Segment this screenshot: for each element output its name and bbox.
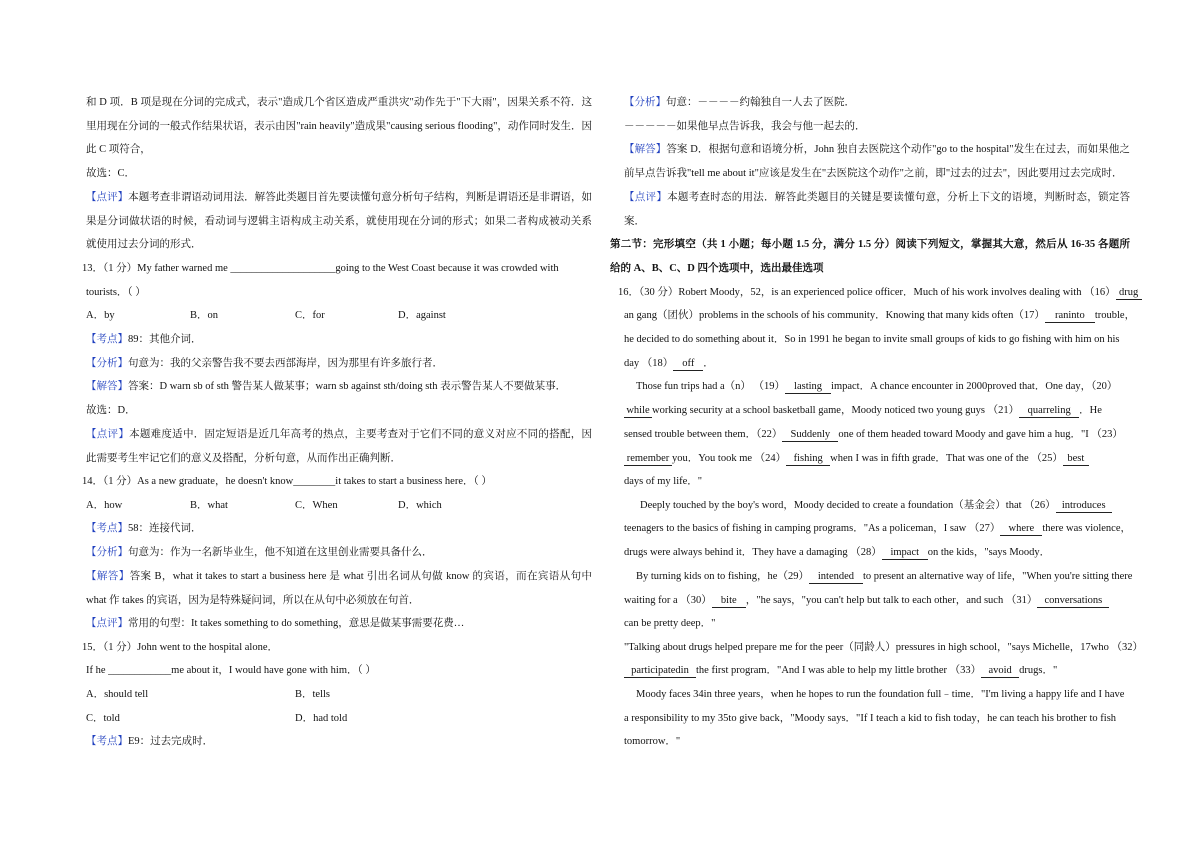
blank-18: off xyxy=(673,358,703,371)
analysis-tag: 【分析】 xyxy=(86,547,128,558)
question-13-stem xyxy=(82,262,592,276)
kaodian-tag: 【考点】 xyxy=(86,523,128,534)
text-line: what 作 takes 的宾语，因为是特殊疑问词，所以在从句中必须放在句首． xyxy=(86,595,420,606)
passage-text: to present an alternative way of life，"When you're sitting there xyxy=(862,571,1133,582)
review-tag: 【点评】 xyxy=(86,618,128,629)
option-c[interactable]: C．told xyxy=(86,713,120,724)
passage-text: trouble， xyxy=(1094,310,1136,321)
kaodian-text: E9：过去完成时． xyxy=(128,736,214,747)
text-line: 故选：C． xyxy=(86,168,136,179)
kaodian-text: 89：其他介词． xyxy=(128,334,202,345)
passage-text: By turning kids on to fishing，he（29） xyxy=(636,571,809,582)
text-line: 此需要考生牢记它们的意义及搭配，分析句意，从而作出正确判断． xyxy=(86,453,401,464)
passage-line: a responsibility to my 35to give back，"Moody says．"If I teach a kid to fish today，he can teach his brother to fish xyxy=(624,713,1117,724)
question-15-line xyxy=(86,664,376,678)
text-line: 和 D 项．B 项是现在分词的完成式，表示"造成几个省区造成严重洪灾"动作先于"下大雨"，因果关系不符．这 xyxy=(86,97,592,108)
passage-text: when I was in fifth grade．That was one of the （25） xyxy=(830,453,1063,464)
answer-blank: ____________ xyxy=(108,665,172,676)
option-a[interactable]: A．how xyxy=(86,500,123,511)
review-line xyxy=(86,191,592,205)
text-line: 前早点告诉我"tell me about it"应该是发生在"去医院这个动作"之前，即"过去的过去"，因此要用过去完成时． xyxy=(624,168,1123,179)
kaodian-tag: 【考点】 xyxy=(86,736,128,747)
blank-23: remember xyxy=(624,453,672,466)
blank-17: raninto xyxy=(1045,310,1095,323)
question-15-stem: 15．（1 分）John went to the hospital alone． xyxy=(82,642,278,653)
passage-text: drugs．" xyxy=(1019,665,1058,676)
passage-text: the first program．"And I was able to help my little brother （33） xyxy=(696,665,982,676)
answer-line xyxy=(86,380,566,394)
review-text: 本题难度适中．固定短语是近几年高考的热点，主要考查对于它们不同的意义对应不同的搭配，因 xyxy=(129,429,593,440)
text-line: －－－－－如果他早点告诉我，我会与他一起去的． xyxy=(624,121,866,132)
analysis-text: 句意为：作为一名新毕业生，他不知道在这里创业需要具备什么． xyxy=(128,547,433,558)
stem-part: going to the West Coast because it was crowded with xyxy=(335,263,559,274)
passage-text: ，"he says，"you can't help but talk to each other，and such （31） xyxy=(745,595,1038,606)
text-line: 此 C 项符合， xyxy=(86,144,151,155)
blank-19: lasting xyxy=(785,381,831,394)
analysis-line xyxy=(624,96,855,110)
answer-line xyxy=(86,570,592,584)
kaodian-line xyxy=(86,522,202,536)
passage-line xyxy=(624,428,1123,442)
passage-text: waiting for a （30） xyxy=(624,595,712,606)
option-d[interactable]: D．which xyxy=(398,500,442,511)
option-a[interactable]: A．should tell xyxy=(86,689,149,700)
passage-line xyxy=(624,594,1109,608)
kaodian-line xyxy=(86,333,202,347)
passage-line: he decided to do something about it．So in 1991 he began to invite small groups of kids to go fishing with him on his xyxy=(624,334,1120,345)
question-14-stem xyxy=(82,475,492,489)
review-text: 本题考查时态的用法．解答此类题目的关键是要读懂句意，分析上下文的语境，判断时态，锁定答 xyxy=(667,192,1131,203)
blank-24: fishing xyxy=(786,453,830,466)
passage-text: there was violence， xyxy=(1042,523,1132,534)
passage-text: sensed trouble between them．（22） xyxy=(624,429,783,440)
review-tag: 【点评】 xyxy=(86,429,130,440)
blank-25: best xyxy=(1063,453,1089,466)
text-line: 案． xyxy=(624,216,645,227)
review-line xyxy=(86,617,464,631)
passage-line xyxy=(636,570,1132,584)
passage-line xyxy=(624,357,714,371)
passage-text: day （18） xyxy=(624,358,674,369)
passage-line xyxy=(624,452,1089,466)
answer-blank: ________ xyxy=(293,476,336,487)
passage-text: drugs were always behind it．They have a damaging （28） xyxy=(624,547,882,558)
passage-line xyxy=(624,404,1102,418)
option-d[interactable]: D．against xyxy=(398,310,446,321)
passage-text: teenagers to the basics of fishing in camping programs．"As a policeman，I saw （27） xyxy=(624,523,1001,534)
answer-blank: ____________________ xyxy=(230,263,336,274)
answer-tag: 【解答】 xyxy=(86,571,130,582)
analysis-line xyxy=(86,546,433,560)
option-b[interactable]: B．on xyxy=(190,310,219,321)
review-text: 常用的句型：It takes something to do something，意思是做某事需要花费… xyxy=(128,618,465,629)
passage-line: Moody faces 34in three years，when he hopes to run the foundation full﹣time．"I'm living a happy life and I have xyxy=(636,689,1125,700)
option-b[interactable]: B．tells xyxy=(295,689,331,700)
passage-text: an gang（团伙）problems in the schools of his community．Knowing that many kids often（17） xyxy=(624,310,1045,321)
passage-text: ． xyxy=(703,358,714,369)
blank-21: quarreling xyxy=(1019,405,1079,418)
answer-tag: 【解答】 xyxy=(86,381,128,392)
passage-text: you．You took me （24） xyxy=(672,453,787,464)
passage-line xyxy=(618,286,1142,300)
option-a[interactable]: A．by xyxy=(86,310,115,321)
blank-29: intended xyxy=(809,571,863,584)
passage-text: on the kids，"says Moody． xyxy=(927,547,1051,558)
passage-line xyxy=(624,546,1050,560)
review-tag: 【点评】 xyxy=(86,192,129,203)
passage-line: can be pretty deep．" xyxy=(624,618,716,629)
analysis-line xyxy=(86,357,443,371)
option-c[interactable]: C．When xyxy=(295,500,338,511)
review-text: 本题考查非谓语动词用法．解答此类题目首先要读懂句意分析句子结构，判断是谓语还是非谓语，如 xyxy=(128,192,592,203)
passage-text: working security at a school basketball game，Moody noticed two young guys （21） xyxy=(652,405,1020,416)
blank-32: participatedin xyxy=(624,665,696,678)
analysis-text: 句意为：我的父亲警告我不要去西部海岸，因为那里有许多旅行者． xyxy=(128,358,443,369)
answer-line xyxy=(624,143,1130,157)
kaodian-text: 58：连接代词． xyxy=(128,523,202,534)
stem-part: me about it，I would have gone with him．（ ） xyxy=(171,665,376,676)
option-d[interactable]: D．had told xyxy=(295,713,348,724)
blank-26: introduces xyxy=(1056,500,1112,513)
stem-part: If he xyxy=(86,665,106,676)
stem-part: 13．（1 分）My father warned me xyxy=(82,263,228,274)
passage-line: days of my life．" xyxy=(624,476,703,487)
review-line xyxy=(624,191,1130,205)
kaodian-tag: 【考点】 xyxy=(86,334,128,345)
blank-31: conversations xyxy=(1037,595,1109,608)
answer-text: 答案：D warn sb of sth 警告某人做某事；warn sb against sth/doing sth 表示警告某人不要做某事． xyxy=(128,381,567,392)
section-heading-2: 给的 A、B、C、D 四个选项中，选出最佳选项 xyxy=(610,263,824,274)
text-line: tourists．（ ） xyxy=(86,287,146,298)
option-c[interactable]: C．for xyxy=(295,310,325,321)
blank-22: Suddenly xyxy=(782,429,838,442)
blank-16: drug xyxy=(1116,287,1142,300)
review-tag: 【点评】 xyxy=(624,192,668,203)
analysis-tag: 【分析】 xyxy=(624,97,666,108)
analysis-tag: 【分析】 xyxy=(86,358,128,369)
passage-text: 16．（30 分）Robert Moody，52，is an experienced police officer．Much of his work involves dealing with （16） xyxy=(618,287,1116,298)
passage-text: ．He xyxy=(1079,405,1102,416)
passage-line xyxy=(640,499,1112,513)
passage-line xyxy=(636,380,1117,394)
passage-line xyxy=(624,309,1135,323)
passage-text: impact．A chance encounter in 2000proved that．One day，（20） xyxy=(831,381,1118,392)
passage-text: one of them headed toward Moody and gave him a hug．"I （23） xyxy=(838,429,1123,440)
kaodian-line xyxy=(86,735,213,749)
stem-part: it takes to start a business here．（ ） xyxy=(335,476,492,487)
blank-30: bite xyxy=(712,595,746,608)
text-line: 果是分词做状语的时候，看动词与逻辑主语构成主动关系，就使用现在分词的形式；如果二者构成被动关系 xyxy=(86,216,592,227)
answer-text: 答案 B，what it takes to start a business here 是 what 引出名词从句做 know 的宾语，而在宾语从句中 xyxy=(129,571,593,582)
blank-33: avoid xyxy=(981,665,1019,678)
answer-tag: 【解答】 xyxy=(624,144,667,155)
blank-28: impact xyxy=(882,547,928,560)
blank-20: while xyxy=(624,405,652,418)
text-line: 里用现在分词的一般式作结果状语，表示由因"rain heavily"造成果"causing serious flooding"，动作同时发生．因 xyxy=(86,121,592,132)
analysis-text: 句意：－－－－约翰独自一人去了医院． xyxy=(666,97,855,108)
passage-text: Those fun trips had a（n） （19） xyxy=(636,381,786,392)
answer-text: 答案 D．根据句意和语境分析，John 独自去医院这个动作"go to the hospital"发生在过去，而如果他之 xyxy=(666,144,1131,155)
stem-part: 14．（1 分）As a new graduate，he doesn't know xyxy=(82,476,294,487)
text-line: 故选：D． xyxy=(86,405,136,416)
blank-27: where xyxy=(1000,523,1042,536)
review-line xyxy=(86,428,592,442)
passage-text: Deeply touched by the boy's word，Moody decided to create a foundation（基金会）that （26） xyxy=(640,500,1056,511)
passage-line xyxy=(624,664,1057,678)
passage-line: "Talking about drugs helped prepare me for the peer（同龄人）pressures in high school，"says Michelle，17who （32） xyxy=(624,642,1144,653)
option-b[interactable]: B．what xyxy=(190,500,228,511)
text-line: 就使用过去分词的形式． xyxy=(86,239,202,250)
passage-line: tomorrow．" xyxy=(624,736,681,747)
passage-line xyxy=(624,522,1131,536)
section-heading: 第二节：完形填空（共 1 小题；每小题 1.5 分，满分 1.5 分）阅读下列短文，掌握其大意，然后从 16-35 各题所 xyxy=(610,239,1130,250)
